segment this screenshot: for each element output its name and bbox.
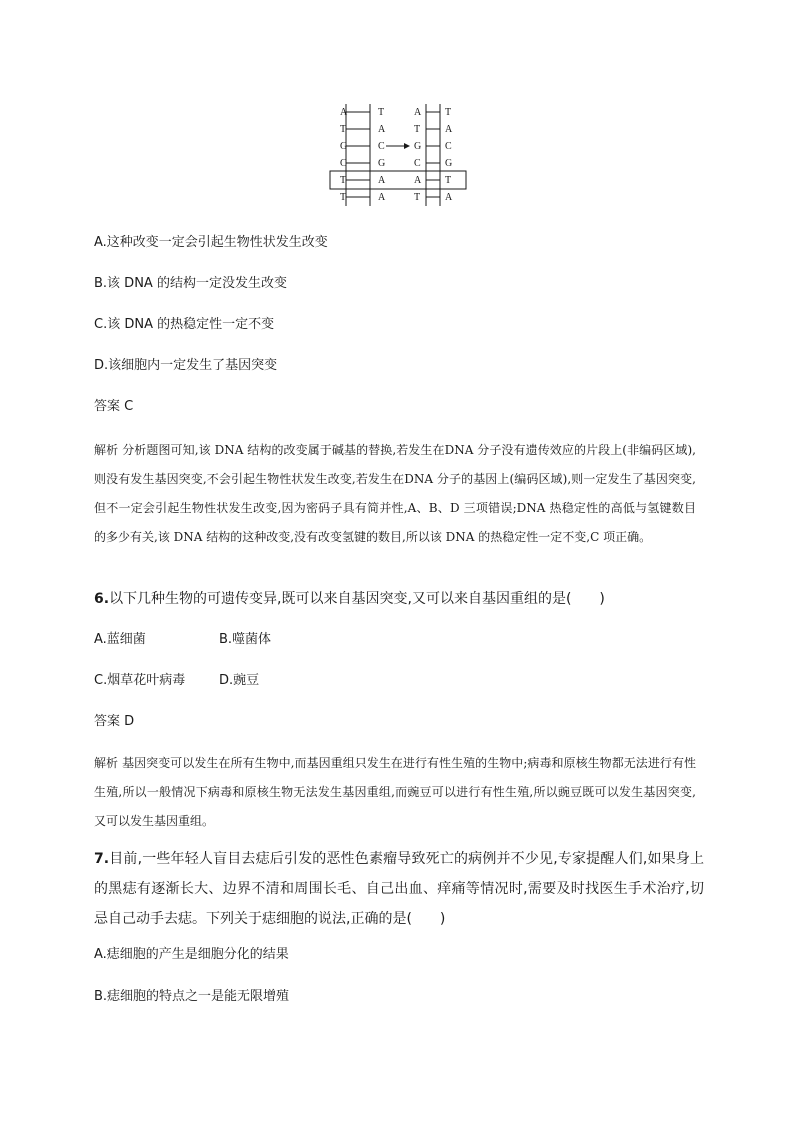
left-strand-2-base-5: A [378, 175, 386, 186]
left-strand-2-base-6: A [378, 192, 386, 203]
q6-option-c[interactable]: C.烟草花叶病毒 [94, 673, 186, 688]
q7-stem [94, 844, 704, 934]
q7-stem-text: 目前,一些年轻人盲目去痣后引发的恶性色素瘤导致死亡的病例并不少见,专家提醒人们,如果身上的黑痣有逐渐长大、边界不清和周围长毛、自己出血、痒痛等情况时,需要及时找医生手术治疗,切忌自己动手去痣。下列关于痣细胞的说法,正确的是( ) [94, 851, 704, 927]
right-strand-2-base-3: C [445, 141, 452, 152]
left-strand-1-base-5: T [340, 175, 347, 186]
left-strand-1-base-1: A [340, 107, 348, 118]
right-strand-2-base-4: G [445, 158, 453, 169]
q6-answer: 答案 D [94, 714, 135, 729]
left-strand-2-base-2: A [378, 124, 386, 135]
q6-stem [94, 589, 605, 609]
q5-answer: 答案 C [94, 399, 134, 414]
right-strand-1-base-2: T [414, 124, 421, 135]
q6-analysis [94, 749, 696, 836]
left-strand-2-base-1: T [378, 107, 385, 118]
q7-number: 7. [94, 851, 110, 867]
q5-analysis [94, 436, 696, 552]
q6-stem-text: 以下几种生物的可遗传变异,既可以来自基因突变,又可以来自基因重组的是( ) [109, 591, 605, 607]
right-strand-1-base-1: A [414, 107, 422, 118]
q5-option-c[interactable]: C.该 DNA 的热稳定性一定不变 [94, 317, 275, 332]
q7-option-b[interactable]: B.痣细胞的特点之一是能无限增殖 [94, 989, 290, 1004]
q5-option-d[interactable]: D.该细胞内一定发生了基因突变 [94, 358, 278, 373]
q5-option-a[interactable]: A.这种改变一定会引起生物性状发生改变 [94, 235, 328, 250]
left-strand-1-base-4: C [340, 158, 347, 169]
q6-analysis-label: 解析 [94, 756, 119, 770]
left-strand-2-base-3: C [378, 141, 385, 152]
dna-substitution-diagram [328, 100, 470, 210]
q6-option-a[interactable]: A.蓝细菌 [94, 632, 146, 647]
right-strand-2-base-5: T [445, 175, 452, 186]
q6-option-d[interactable]: D.豌豆 [219, 673, 260, 688]
q5-analysis-text: 分析题图可知,该 DNA 结构的改变属于碱基的替换,若发生在DNA 分子没有遗传效应的片段上(非编码区域),则没有发生基因突变,不会引起生物性状发生改变,若发生在DNA 分子的基因上(编码区域),则一定发生了基因突变,但不一定会引起生物性状发生改变,因为密码子具有简并性,A、B、D 三项错误;DNA 热稳定性的高低与氢键数目的多少有关,该 DNA 结构的这种改变,没有改变氢键的数目,所以该 DNA 的热稳定性一定不变,C 项正确。 [94, 443, 696, 544]
left-strand-1-base-3: G [340, 141, 348, 152]
right-strand-1-base-5: A [414, 175, 422, 186]
q6-analysis-text: 基因突变可以发生在所有生物中,而基因重组只发生在进行有性生殖的生物中;病毒和原核生物都无法进行有性生殖,所以一般情况下病毒和原核生物无法发生基因重组,而豌豆可以进行有性生殖,所以豌豆既可以发生基因突变,又可以发生基因重组。 [94, 756, 696, 828]
q5-analysis-label: 解析 [94, 443, 119, 457]
right-strand-2-base-1: T [445, 107, 452, 118]
left-strand-1-base-2: T [340, 124, 347, 135]
left-strand-1-base-6: T [340, 192, 347, 203]
q6-number: 6. [94, 591, 110, 607]
arrow-head-icon [404, 143, 410, 149]
right-strand-2-base-6: A [445, 192, 453, 203]
q6-options-row-1 [94, 630, 271, 650]
left-strand-2-base-4: G [378, 158, 386, 169]
right-strand-1-base-6: T [414, 192, 421, 203]
right-strand-1-base-4: C [414, 158, 421, 169]
dna-diagram-svg [328, 100, 470, 210]
right-strand-2-base-2: A [445, 124, 453, 135]
q5-option-b[interactable]: B.该 DNA 的结构一定没发生改变 [94, 276, 287, 291]
q6-option-b[interactable]: B.噬菌体 [219, 632, 272, 647]
q6-options-row-2 [94, 671, 259, 691]
q7-option-a[interactable]: A.痣细胞的产生是细胞分化的结果 [94, 947, 289, 962]
right-strand-1-base-3: G [414, 141, 422, 152]
